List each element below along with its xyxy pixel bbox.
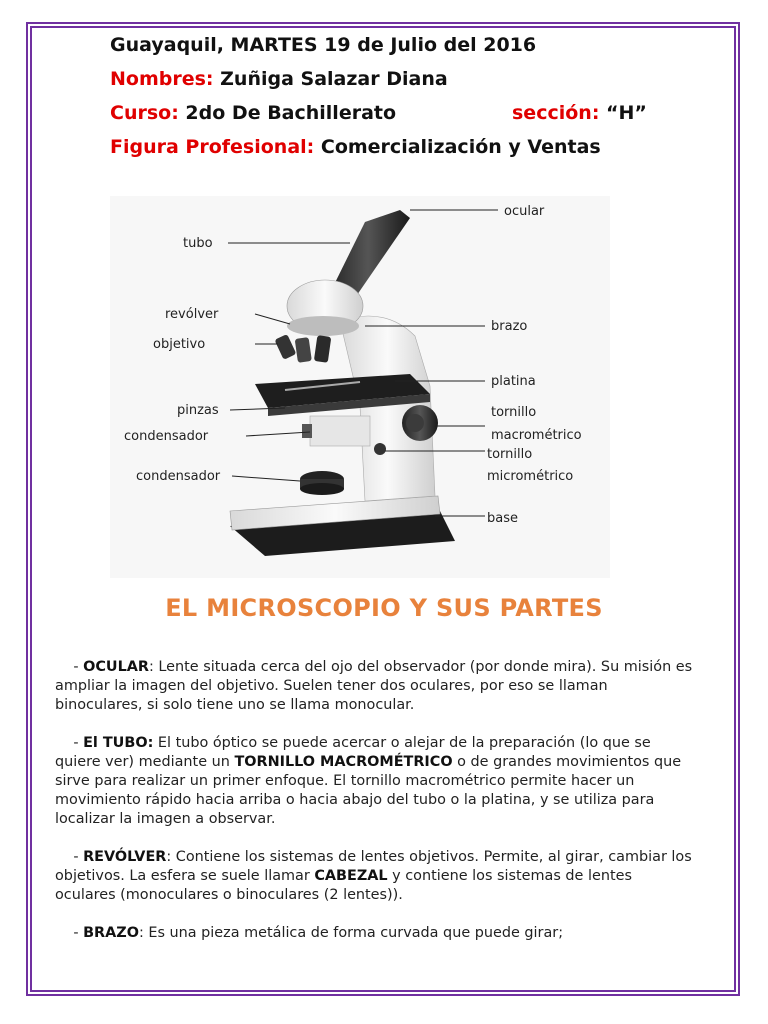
figura-value: Comercialización y Ventas (314, 136, 601, 158)
header-nombres (110, 68, 448, 90)
label-objetivo: objetivo (153, 337, 206, 352)
paragraph-revolver: - REVÓLVER: Contiene los sistemas de lentes objetivos. Permite, al girar, cambiar los objetivos. La esfera se suele llamar CABEZAL y contiene los sistemas de lentes oculares (monoculares o binoculares (2 lentes)). (55, 849, 692, 903)
figura-label: Figura Profesional: (110, 136, 315, 158)
header-curso (110, 102, 396, 124)
term-tornillo-macrometrico: TORNILLO MACROMÉTRICO (234, 754, 453, 770)
label-tornillo-micro: tornillo (487, 447, 533, 462)
term-cabezal: CABEZAL (314, 868, 388, 884)
term-brazo: BRAZO (83, 925, 139, 941)
curso-value: 2do De Bachillerato (178, 102, 397, 124)
seccion-value: “H” (599, 102, 647, 124)
label-condensador-2: condensador (136, 469, 221, 484)
paragraph-brazo: - BRAZO: Es una pieza metálica de forma curvada que puede girar; (73, 925, 564, 941)
label-condensador-1: condensador (124, 429, 209, 444)
revolver-disk (287, 316, 359, 336)
label-macrometrico: macrométrico (491, 428, 582, 443)
term-revolver: REVÓLVER (83, 849, 167, 865)
label-platina: platina (491, 374, 536, 389)
header-figura (110, 136, 601, 158)
curso-label: Curso: (110, 102, 179, 124)
header-seccion (512, 102, 647, 124)
microscope-diagram (110, 196, 610, 578)
label-tubo: tubo (183, 236, 213, 251)
micro-knob (374, 443, 386, 455)
paragraph-ocular: - OCULAR: Lente situada cerca del ojo del observador (por donde mira). Su misión es ampliar la imagen del objetivo. Suelen tener dos oculares, por eso se llaman binoculares, si solo tiene uno se llama monocular. (55, 659, 693, 713)
microscope-illustration (110, 196, 610, 578)
label-tornillo-macro: tornillo (491, 405, 537, 420)
page-title: EL MICROSCOPIO Y SUS PARTES (165, 594, 603, 622)
label-ocular: ocular (504, 204, 545, 219)
label-micrometrico: micrométrico (487, 469, 574, 484)
label-base: base (487, 511, 518, 526)
nombres-label: Nombres: (110, 68, 214, 90)
body-text (55, 658, 695, 962)
nombres-value: Zuñiga Salazar Diana (213, 68, 448, 90)
term-ocular: OCULAR (83, 659, 149, 675)
seccion-label: sección: (512, 102, 600, 124)
term-tubo: El TUBO: (83, 735, 154, 751)
label-revolver: revólver (165, 307, 219, 322)
paragraph-tubo: - El TUBO: El tubo óptico se puede acercar o alejar de la preparación (lo que se quiere ver) mediante un TORNILLO MACROMÉTRICO o de grandes movimientos que sirve para realizar un primer enfoque. El tornillo macrométrico permite hacer un movimiento rápido hacia arriba o hacia abajo del tubo o la platina, y se utiliza para localizar la imagen a observar. (55, 735, 682, 827)
label-brazo: brazo (491, 319, 528, 334)
header-date-line: Guayaquil, MARTES 19 de Julio del 2016 (110, 34, 537, 56)
label-pinzas: pinzas (177, 403, 219, 418)
